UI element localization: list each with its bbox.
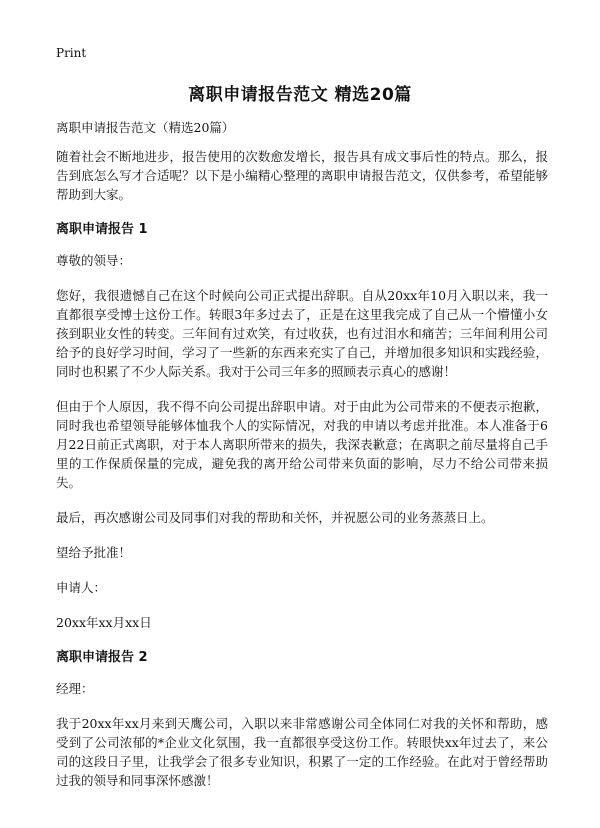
report1-salutation: 尊敬的领导：	[56, 253, 132, 268]
report2-paragraph-1: 我于20xx年xx月来到天鹰公司，入职以来非常感谢公司全体同仁对我的关怀和帮助，感受到了公司浓郁的*企业文化氛围，我一直都很享受这份工作。转眼快xx年过去了，来公司的这段日子里，让我学会了很多专业知识，积累了一定的工作经验。在此对于曾经帮助过我的领导和同事深怀感激！	[56, 716, 548, 788]
document-body	[56, 118, 548, 806]
print-label: Print	[56, 46, 87, 60]
report2-salutation: 经理：	[56, 681, 94, 696]
report1-paragraph-2: 但由于个人原因，我不得不向公司提出辞职申请。对于由此为公司带来的不便表示抱歉，同时我也希望领导能够体恤我个人的实际情况，对我的申请以考虑并批准。本人准备于6月22日前正式离职，对于本人离职所带来的损失，我深表歉意；在离职之前尽量将自己手里的工作保质保量的完成，避免我的离开给公司带来负面的影响，尽力不给公司带来损失。	[56, 399, 548, 490]
report1-paragraph-3: 最后，再次感谢公司及同事们对我的帮助和关怀，并祝愿公司的业务蒸蒸日上。	[56, 510, 494, 525]
report1-closing: 望给予批准！	[56, 545, 132, 560]
report1-date: 20xx年xx月xx日	[56, 615, 152, 630]
report2-heading: 离职申请报告 2	[56, 650, 148, 665]
report1-heading: 离职申请报告 1	[56, 222, 148, 237]
report1-paragraph-1: 您好，我很遗憾自己在这个时候向公司正式提出辞职。自从20xx年10月入职以来，我一直都很享受博士这份工作。转眼3年多过去了，正是在这里我完成了自己从一个懵懂小女孩到职业女性的转变。三年间有过欢笑，有过收获，也有过泪水和痛苦；三年间利用公司给予的良好学习时间，学习了一些新的东西来充实了自己，并增加很多知识和实践经验，同时也积累了不少人际关系。我对于公司三年多的照顾表示真心的感谢！	[56, 288, 548, 379]
intro-subtitle: 离职申请报告范文（精选20篇）	[56, 120, 235, 135]
intro-paragraph: 随着社会不断地进步，报告使用的次数愈发增长，报告具有成文事后性的特点。那么，报告到底怎么写才合适呢？以下是小编精心整理的离职申请报告范文，仅供参考，希望能够帮助到大家。	[56, 149, 548, 202]
report1-applicant: 申请人：	[56, 580, 107, 595]
document-title: 离职申请报告范文 精选20篇	[188, 85, 412, 105]
